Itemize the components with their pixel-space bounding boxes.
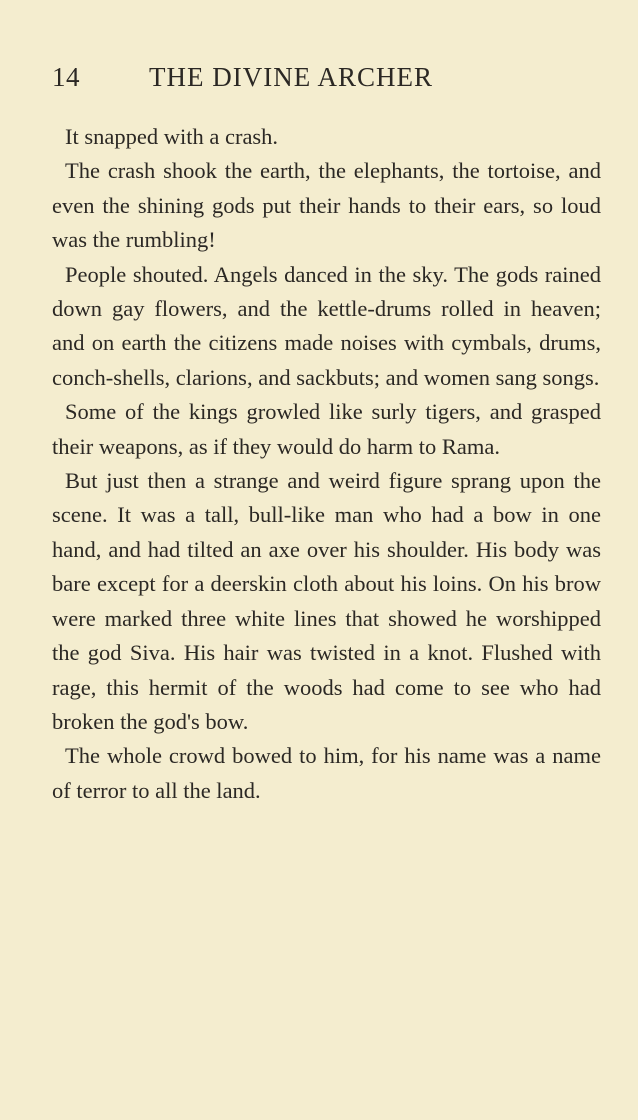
running-title: THE DIVINE ARCHER (149, 62, 433, 92)
paragraph: The crash shook the earth, the elephants, the tortoise, and even the shining gods put their hands to their ears, so loud was the rumbling! (52, 158, 601, 253)
paragraph: It snapped with a crash. (65, 124, 279, 149)
page-number: 14 (52, 62, 80, 92)
page-header (52, 62, 612, 102)
body-text (52, 120, 601, 808)
paragraph: Some of the kings growled like surly tigers, and grasped their weapons, as if they would do harm to Rama. (52, 399, 601, 459)
paragraph: But just then a strange and weird figure sprang upon the scene. It was a tall, bull-like man who had a bow in one hand, and had tilted an axe over his shoulder. His body was bare except for a deerskin cloth about his loins. On his brow were marked three white lines that showed he worshipped the god Siva. His hair was twisted in a knot. Flushed with rage, this hermit of the woods had come to see who had broken the god's bow. (52, 468, 601, 734)
paragraph: The whole crowd bowed to him, for his name was a name of terror to all the land. (52, 743, 601, 803)
paragraph: People shouted. Angels danced in the sky. The gods rained down gay flowers, and the kettle-drums rolled in heaven; and on earth the citizens made noises with cymbals, drums, conch-shells, clarions, and sackbuts; and women sang songs. (52, 261, 601, 390)
